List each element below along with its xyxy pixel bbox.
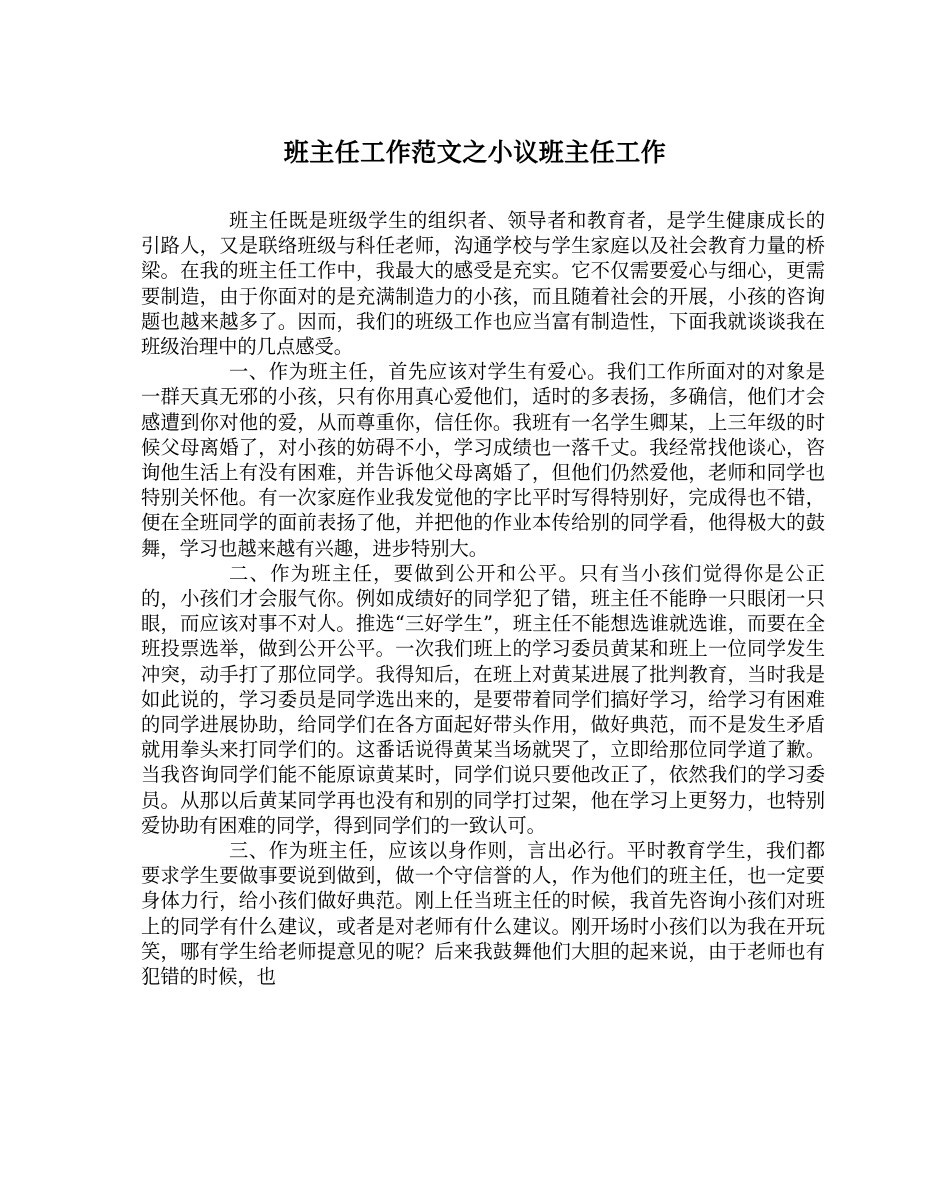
paragraph-intro: 班主任既是班级学生的组织者、领导者和教育者，是学生健康成长的引路人，又是联络班级与科任老师，沟通学校与学生家庭以及社会教育力量的桥梁。在我的班主任工作中，我最大的感受是充实。它不仅需要爱心与细心，更需要制造，由于你面对的是充满制造力的小孩，而且随着社会的开展，小孩的咨询题也越来越多了。因而，我们的班级工作也应当富有制造性，下面我就谈谈我在班级治理中的几点感受。	[141, 209, 825, 359]
paragraph-point-2: 二、作为班主任，要做到公开和公平。只有当小孩们觉得你是公正的，小孩们才会服气你。例如成绩好的同学犯了错，班主任不能睁一只眼闭一只眼，而应该对事不对人。推选“三好学生”，班主任不能想选谁就选谁，而要在全班投票选举，做到公开公平。一次我们班上的学习委员黄某和班上一位同学发生冲突，动手打了那位同学。我得知后，在班上对黄某进展了批判教育，当时我是如此说的，学习委员是同学选出来的，是要带着同学们搞好学习，给学习有困难的同学进展协助，给同学们在各方面起好带头作用，做好典范，而不是发生矛盾就用拳头来打同学们的。这番话说得黄某当场就哭了，立即给那位同学道了歉。当我咨询同学们能不能原谅黄某时，同学们说只要他改正了，依然我们的学习委员。从那以后黄某同学再也没有和别的同学打过架，他在学习上更努力，也特别爱协助有困难的同学，得到同学们的一致认可。	[141, 561, 825, 837]
paragraph-point-3: 三、作为班主任，应该以身作则，言出必行。平时教育学生，我们都要求学生要做事要说到做到，做一个守信誉的人，作为他们的班主任，也一定要身体力行，给小孩们做好典范。刚上任当班主任的时候，我首先咨询小孩们对班上的同学有什么建议，或者是对老师有什么建议。刚开场时小孩们以为我在开玩笑，哪有学生给老师提意见的呢？后来我鼓舞他们大胆的起来说，由于老师也有犯错的时候，也	[141, 839, 825, 989]
document-title: 班主任工作范文之小议班主任工作	[283, 138, 667, 167]
document-body	[141, 208, 825, 989]
paragraph-point-1: 一、作为班主任，首先应该对学生有爱心。我们工作所面对的对象是一群天真无邪的小孩，只有你用真心爱他们，适时的多表扬，多确信，他们才会感遭到你对他的爱，从而尊重你，信任你。我班有一名学生卿某，上三年级的时候父母离婚了，对小孩的妨碍不小，学习成绩也一落千丈。我经常找他谈心，咨询他生活上有没有困难，并告诉他父母离婚了，但他们仍然爱他，老师和同学也特别关怀他。有一次家庭作业我发觉他的字比平时写得特别好，完成得也不错，便在全班同学的面前表扬了他，并把他的作业本传给别的同学看，他得极大的鼓舞，学习也越来越有兴趣，进步特别大。	[141, 360, 825, 560]
